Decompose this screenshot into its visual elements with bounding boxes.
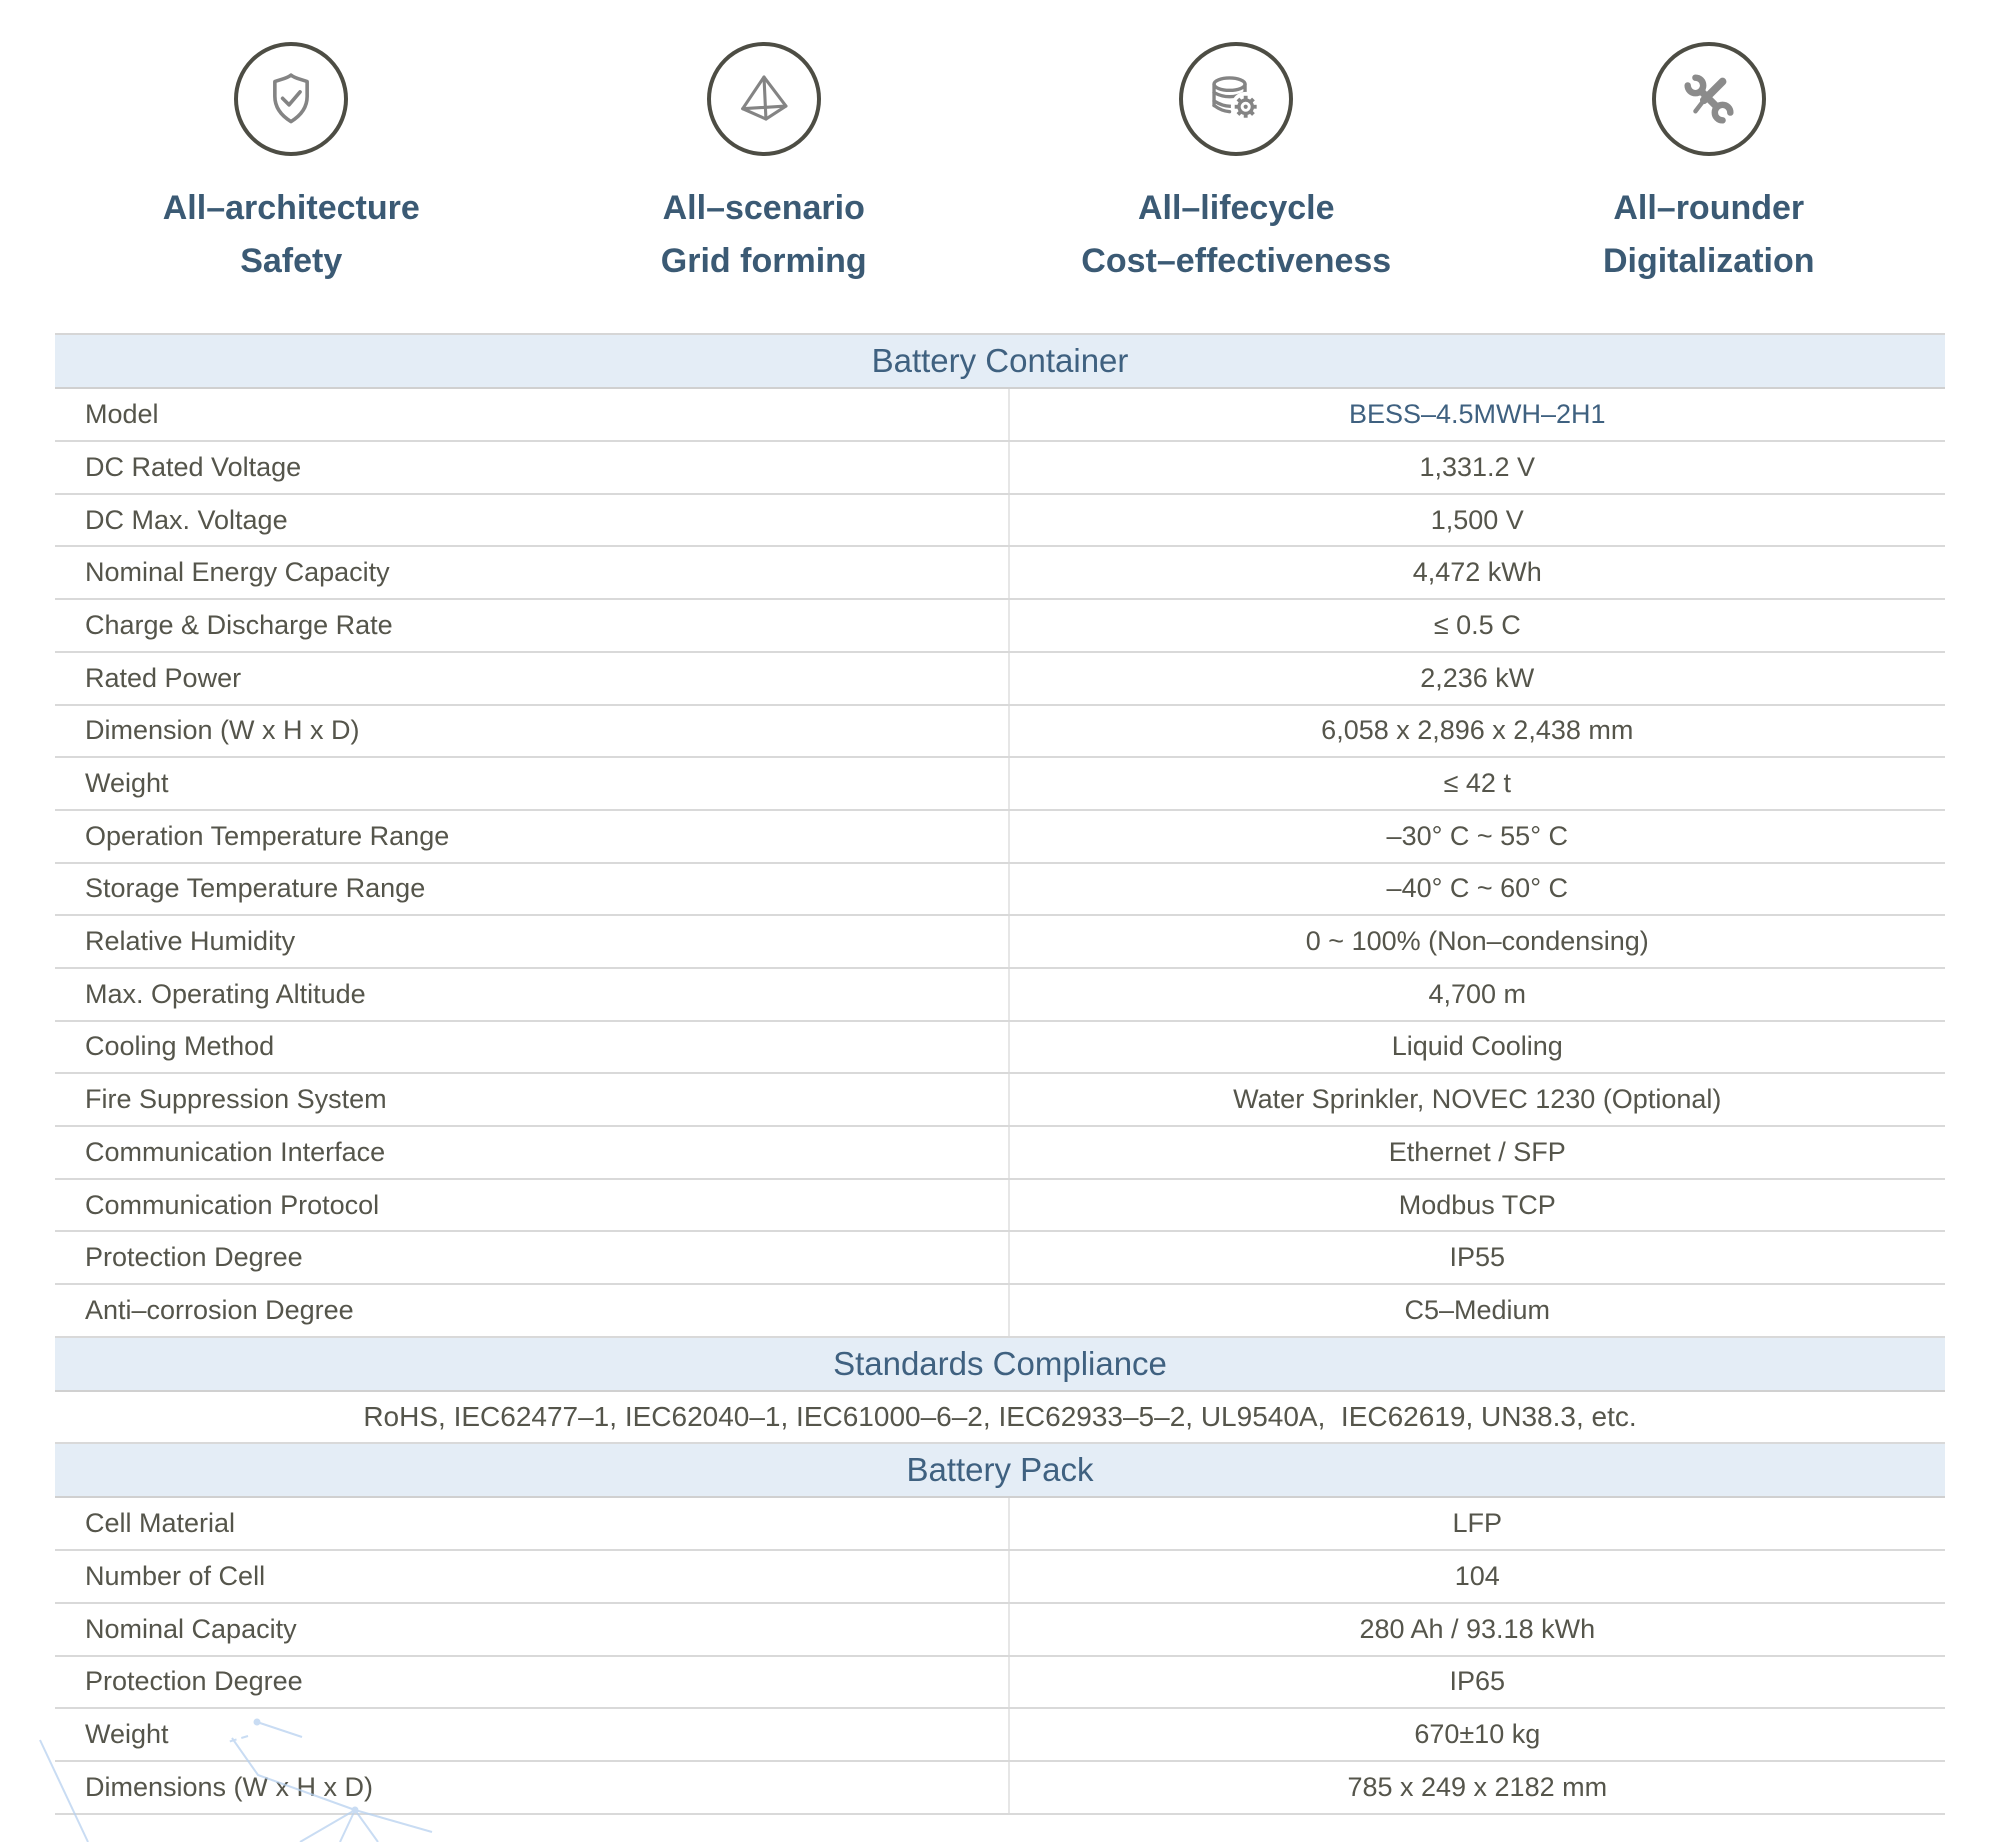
table-row xyxy=(55,1498,1945,1551)
table-row xyxy=(55,653,1945,706)
spec-value: IP55 xyxy=(1008,1232,1945,1283)
spec-value: 280 Ah / 93.18 kWh xyxy=(1008,1604,1945,1655)
table-row xyxy=(55,864,1945,917)
feature-icon-circle xyxy=(1179,42,1293,156)
section-header-battery-pack xyxy=(55,1444,1945,1498)
spec-value: 1,331.2 V xyxy=(1008,442,1945,493)
database-gear-icon xyxy=(1205,68,1267,130)
spec-label: Number of Cell xyxy=(85,1560,266,1591)
feature-all-rounder-digitalization xyxy=(1473,42,1946,287)
wrench-screwdriver-icon xyxy=(1678,68,1740,130)
feature-title-line2: Cost–effectiveness xyxy=(1081,241,1392,280)
spec-label: Cooling Method xyxy=(85,1031,275,1062)
spec-label: Max. Operating Altitude xyxy=(85,978,366,1009)
table-row xyxy=(55,969,1945,1022)
feature-title xyxy=(661,182,867,287)
spec-label: Nominal Energy Capacity xyxy=(85,557,390,588)
spec-label: DC Rated Voltage xyxy=(85,451,302,482)
feature-title-line1: All–architecture xyxy=(162,189,420,227)
table-row xyxy=(55,1604,1945,1657)
feature-all-architecture-safety xyxy=(55,42,528,287)
table-row xyxy=(55,389,1945,442)
section-header-standards-compliance xyxy=(55,1338,1945,1392)
spec-value: 4,472 kWh xyxy=(1008,547,1945,598)
spec-value: 785 x 249 x 2182 mm xyxy=(1008,1762,1945,1813)
spec-value: –40° C ~ 60° C xyxy=(1008,864,1945,915)
spec-value: –30° C ~ 55° C xyxy=(1008,811,1945,862)
table-row xyxy=(55,495,1945,548)
section-title: Battery Container xyxy=(871,342,1129,380)
feature-title xyxy=(163,182,420,287)
feature-all-scenario-grid-forming xyxy=(528,42,1001,287)
spec-value: 104 xyxy=(1008,1551,1945,1602)
spec-label: Cell Material xyxy=(85,1508,236,1539)
spec-label: Dimension (W x H x D) xyxy=(85,715,360,746)
spec-label: Storage Temperature Range xyxy=(85,873,426,904)
spec-value: Water Sprinkler, NOVEC 1230 (Optional) xyxy=(1008,1074,1945,1125)
spec-label: Fire Suppression System xyxy=(85,1084,387,1115)
spec-label: Operation Temperature Range xyxy=(85,820,450,851)
standards-compliance-list: RoHS, IEC62477–1, IEC62040–1, IEC61000–6–2, IEC62933–5–2, UL9540A, IEC62619, UN38.3, etc. xyxy=(55,1392,1945,1445)
table-row xyxy=(55,547,1945,600)
spec-label: Rated Power xyxy=(85,662,242,693)
table-row xyxy=(55,758,1945,811)
table-row xyxy=(55,1127,1945,1180)
spec-label: Anti–corrosion Degree xyxy=(85,1294,354,1325)
feature-highlights xyxy=(55,0,1945,287)
table-row xyxy=(55,1709,1945,1762)
spec-value: ≤ 0.5 C xyxy=(1008,600,1945,651)
spec-value: 4,700 m xyxy=(1008,969,1945,1020)
feature-title-line2: Grid forming xyxy=(660,241,867,280)
feature-title-line2: Digitalization xyxy=(1602,241,1815,280)
spec-value: 0 ~ 100% (Non–condensing) xyxy=(1008,916,1945,967)
feature-icon-circle xyxy=(1652,42,1766,156)
spec-label: Relative Humidity xyxy=(85,926,296,957)
table-row xyxy=(55,1074,1945,1127)
section-title: Battery Pack xyxy=(906,1451,1094,1489)
spec-label: Communication Interface xyxy=(85,1136,386,1167)
specification-table xyxy=(55,333,1945,1814)
table-row xyxy=(55,1232,1945,1285)
spec-value: 6,058 x 2,896 x 2,438 mm xyxy=(1008,706,1945,757)
feature-title xyxy=(1603,182,1815,287)
table-row xyxy=(55,706,1945,759)
table-row xyxy=(55,442,1945,495)
table-row xyxy=(55,1657,1945,1710)
feature-all-lifecycle-cost-effectiveness xyxy=(1000,42,1473,287)
spec-label: Weight xyxy=(85,768,169,799)
section-title: Standards Compliance xyxy=(833,1344,1167,1382)
feature-title-line1: All–scenario xyxy=(662,189,865,227)
spec-label: DC Max. Voltage xyxy=(85,504,288,535)
spec-value: BESS–4.5MWH–2H1 xyxy=(1008,389,1945,440)
spec-label: Dimensions (W x H x D) xyxy=(85,1771,374,1802)
spec-label: Protection Degree xyxy=(85,1242,303,1273)
table-row xyxy=(55,916,1945,969)
spec-label: Nominal Capacity xyxy=(85,1613,297,1644)
section-header-battery-container xyxy=(55,335,1945,389)
spec-value: LFP xyxy=(1008,1498,1945,1549)
spec-value: Liquid Cooling xyxy=(1008,1022,1945,1073)
spec-value: 670±10 kg xyxy=(1008,1709,1945,1760)
table-row xyxy=(55,1180,1945,1233)
spec-label: Protection Degree xyxy=(85,1666,303,1697)
feature-icon-circle xyxy=(707,42,821,156)
spec-value: IP65 xyxy=(1008,1657,1945,1708)
spec-value: Ethernet / SFP xyxy=(1008,1127,1945,1178)
table-row xyxy=(55,1762,1945,1815)
table-row xyxy=(55,600,1945,653)
spec-value: Modbus TCP xyxy=(1008,1180,1945,1231)
spec-value: 1,500 V xyxy=(1008,495,1945,546)
spec-label: Charge & Discharge Rate xyxy=(85,609,393,640)
feature-title xyxy=(1081,182,1391,287)
feature-title-line1: All–rounder xyxy=(1613,189,1805,227)
shield-check-icon xyxy=(260,68,322,130)
feature-icon-circle xyxy=(234,42,348,156)
feature-title-line2: Safety xyxy=(240,241,343,280)
spec-label: Model xyxy=(85,399,159,430)
spec-value: ≤ 42 t xyxy=(1008,758,1945,809)
table-row xyxy=(55,811,1945,864)
table-row xyxy=(55,1551,1945,1604)
tetrahedron-icon xyxy=(733,68,795,130)
spec-label: Communication Protocol xyxy=(85,1189,380,1220)
table-row xyxy=(55,1022,1945,1075)
spec-value: C5–Medium xyxy=(1008,1285,1945,1336)
spec-label: Weight xyxy=(85,1719,169,1750)
spec-value: 2,236 kW xyxy=(1008,653,1945,704)
feature-title-line1: All–lifecycle xyxy=(1137,189,1335,227)
table-row xyxy=(55,1285,1945,1338)
